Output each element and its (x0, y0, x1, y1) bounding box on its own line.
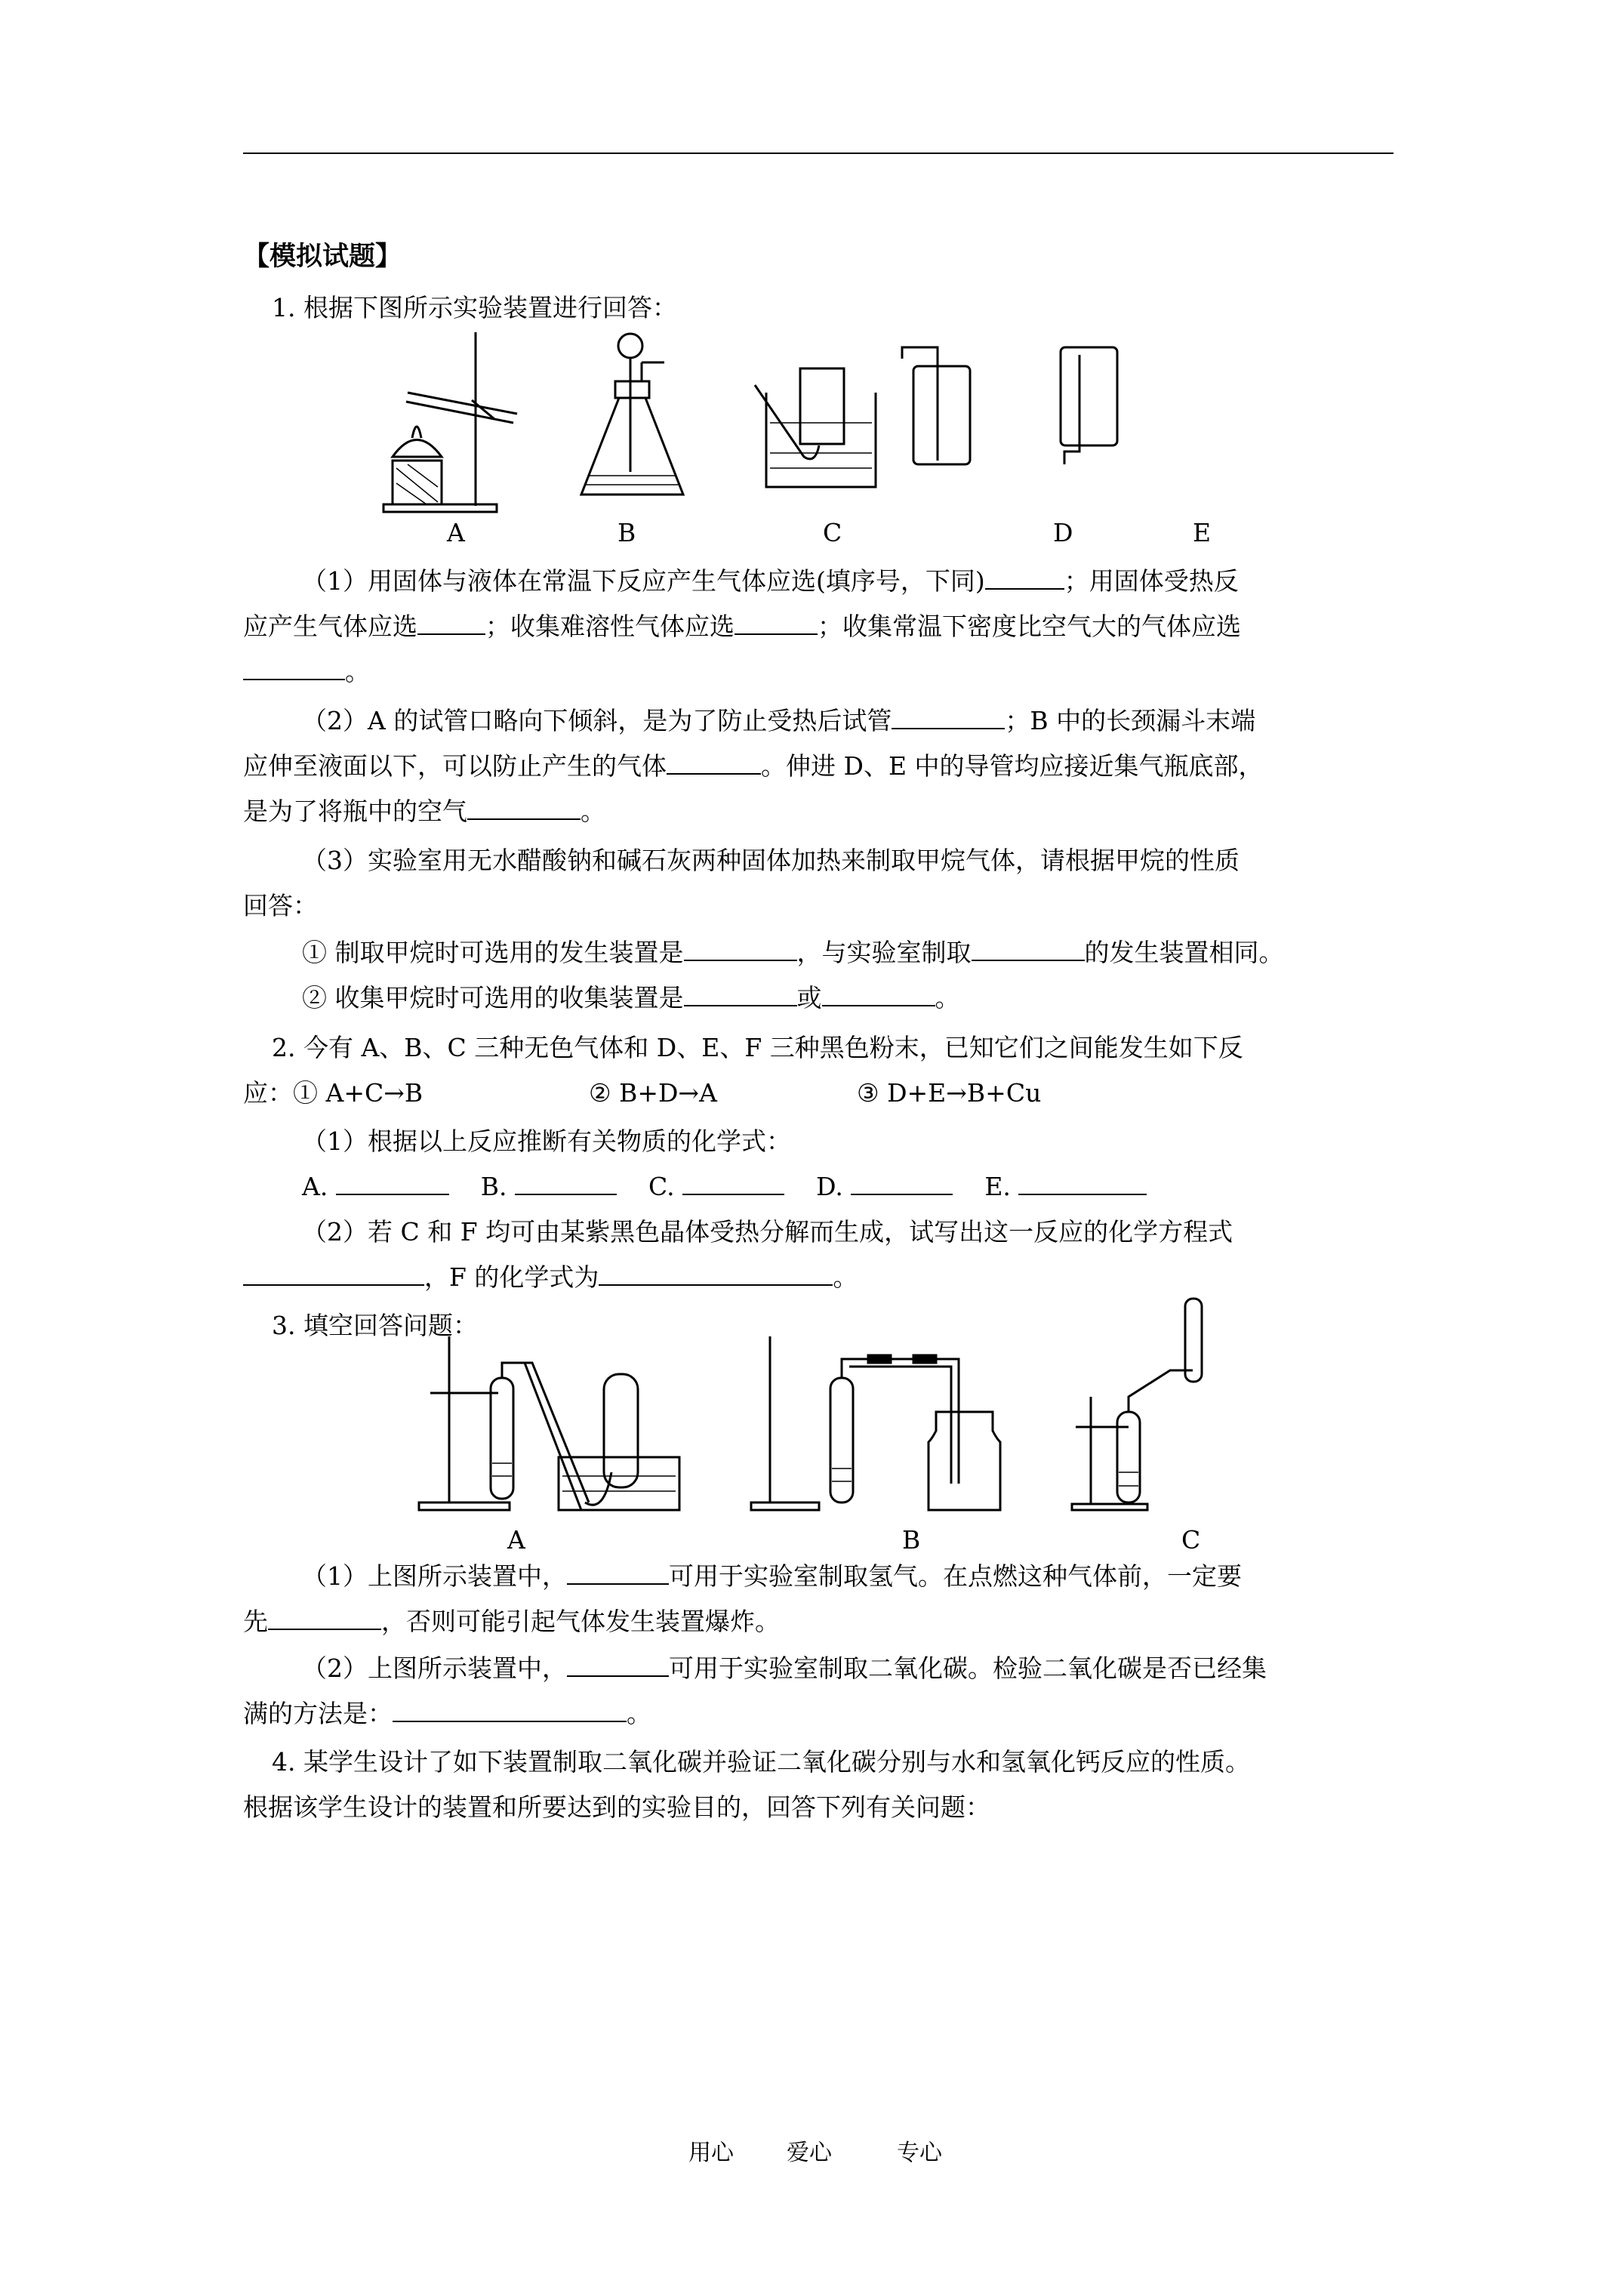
section-title: 【模拟试题】 (243, 241, 402, 272)
q1-part2-line3: 是为了将瓶中的空气 。 (243, 797, 605, 826)
blank[interactable] (268, 1607, 381, 1630)
q1-part1-line2: 应产生气体应选 ；收集难溶性气体应选 ；收集常温下密度比空气大的气体应选 (243, 612, 1241, 641)
fig1-label-d: D (1053, 518, 1073, 547)
q2-stem-line1: 2. 今有 A、B、C 三种无色气体和 D、E、F 三种黑色粉末，已知它们之间能发生如下反 (272, 1033, 1243, 1062)
q1-part3-item1: ① 制取甲烷时可选用的发生装置是 ，与实验室制取 的发生装置相同。 (302, 938, 1284, 967)
q2-reaction-3: ③ D+E→B+Cu (857, 1078, 1042, 1108)
q3-part1-line1: （1）上图所示装置中， 可用于实验室制取氢气。在点燃这种气体前，一定要 (302, 1561, 1242, 1591)
q1-part2-line1: （2）A 的试管口略向下倾斜，是为了防止受热后试管 ；B 中的长颈漏斗末端 (302, 706, 1256, 735)
blank[interactable] (822, 984, 935, 1006)
footer-text-3: 专心 (897, 2140, 942, 2166)
fig1-label-e: E (1193, 518, 1212, 547)
q1-apparatus-figure (362, 325, 1298, 544)
blank[interactable] (1018, 1173, 1147, 1195)
fig1-label-c: C (823, 518, 842, 547)
fig1-label-b: B (617, 518, 636, 547)
apparatus-d-gas-jar (902, 347, 970, 464)
blank[interactable] (684, 984, 797, 1006)
q1-part2-line2: 应伸至液面以下，可以防止产生的气体 。伸进 D、E 中的导管均应接近集气瓶底部， (243, 751, 1264, 781)
q1-part3-line1: （3）实验室用无水醋酸钠和碱石灰两种固体加热来制取甲烷气体，请根据甲烷的性质 (302, 846, 1240, 875)
apparatus-c-water-trough (755, 368, 876, 487)
apparatus-e-inverted-jar (1061, 347, 1117, 464)
blank[interactable] (467, 797, 581, 820)
q1-part1-line3: 。 (243, 657, 370, 687)
q3-apparatus-figure (408, 1291, 1276, 1518)
blank[interactable] (336, 1173, 449, 1195)
footer-text-2: 爱心 (787, 2140, 832, 2166)
blank[interactable] (599, 1263, 833, 1286)
q2-part1: （1）根据以上反应推断有关物质的化学式： (302, 1126, 791, 1156)
blank[interactable] (985, 567, 1064, 590)
q1-part3-item2: ② 收集甲烷时可选用的收集装置是 或 。 (302, 983, 960, 1012)
blank[interactable] (735, 612, 818, 635)
q1-part3-line2: 回答： (243, 891, 318, 920)
fig3-label-b: B (902, 1525, 921, 1555)
fig3-label-a: A (507, 1525, 525, 1555)
blank[interactable] (667, 752, 761, 775)
apparatus-b-flask-funnel (581, 334, 683, 495)
q2-stem-line2: 应：① A+C→B (243, 1078, 423, 1108)
footer-text-1: 用心 (688, 2140, 734, 2166)
fig3-label-c: C (1181, 1525, 1201, 1555)
blank[interactable] (567, 1654, 669, 1677)
q1-stem: 1. 根据下图所示实验装置进行回答： (272, 293, 677, 322)
q2-part2-line2: ，F 的化学式为 。 (243, 1262, 858, 1293)
q3-part1-line2: 先 ，否则可能引起气体发生装置爆炸。 (243, 1607, 780, 1636)
q1-part1-line1: （1）用固体与液体在常温下反应产生气体应选(填序号，下同) ；用固体受热反 (302, 566, 1239, 596)
fig1-label-a: A (447, 518, 465, 547)
apparatus-a-heating-tube (383, 332, 517, 512)
blank[interactable] (417, 612, 485, 635)
blank[interactable] (515, 1173, 617, 1195)
blank[interactable] (892, 707, 1005, 729)
blank[interactable] (684, 938, 797, 961)
q4-stem-line1: 4. 某学生设计了如下装置制取二氧化碳并验证二氧化碳分别与水和氢氧化钙反应的性质。 (272, 1747, 1250, 1777)
q2-reaction-2: ② B+D→A (589, 1078, 717, 1108)
blank[interactable] (243, 1263, 424, 1286)
blank[interactable] (851, 1173, 953, 1195)
blank[interactable] (393, 1700, 627, 1722)
apparatus-3a (419, 1336, 679, 1510)
blank[interactable] (567, 1562, 669, 1585)
q3-part2-line2: 满的方法是： 。 (243, 1699, 651, 1728)
q4-stem-line2: 根据该学生设计的装置和所要达到的实验目的，回答下列有关问题： (243, 1792, 990, 1822)
q2-fill-row: A. B. C. D. E. (302, 1172, 1147, 1202)
q2-part2-line1: （2）若 C 和 F 均可由某紫黑色晶体受热分解而生成，试写出这一反应的化学方程式 (302, 1217, 1233, 1247)
q3-part2-line1: （2）上图所示装置中， 可用于实验室制取二氧化碳。检验二氧化碳是否已经集 (302, 1653, 1267, 1683)
apparatus-3b (751, 1336, 1000, 1510)
blank[interactable] (243, 658, 345, 680)
blank[interactable] (682, 1173, 784, 1195)
blank[interactable] (972, 938, 1085, 961)
apparatus-3c (1072, 1299, 1202, 1510)
q3-stem: 3. 填空回答问题： (272, 1311, 478, 1340)
header-rule (243, 153, 1394, 154)
